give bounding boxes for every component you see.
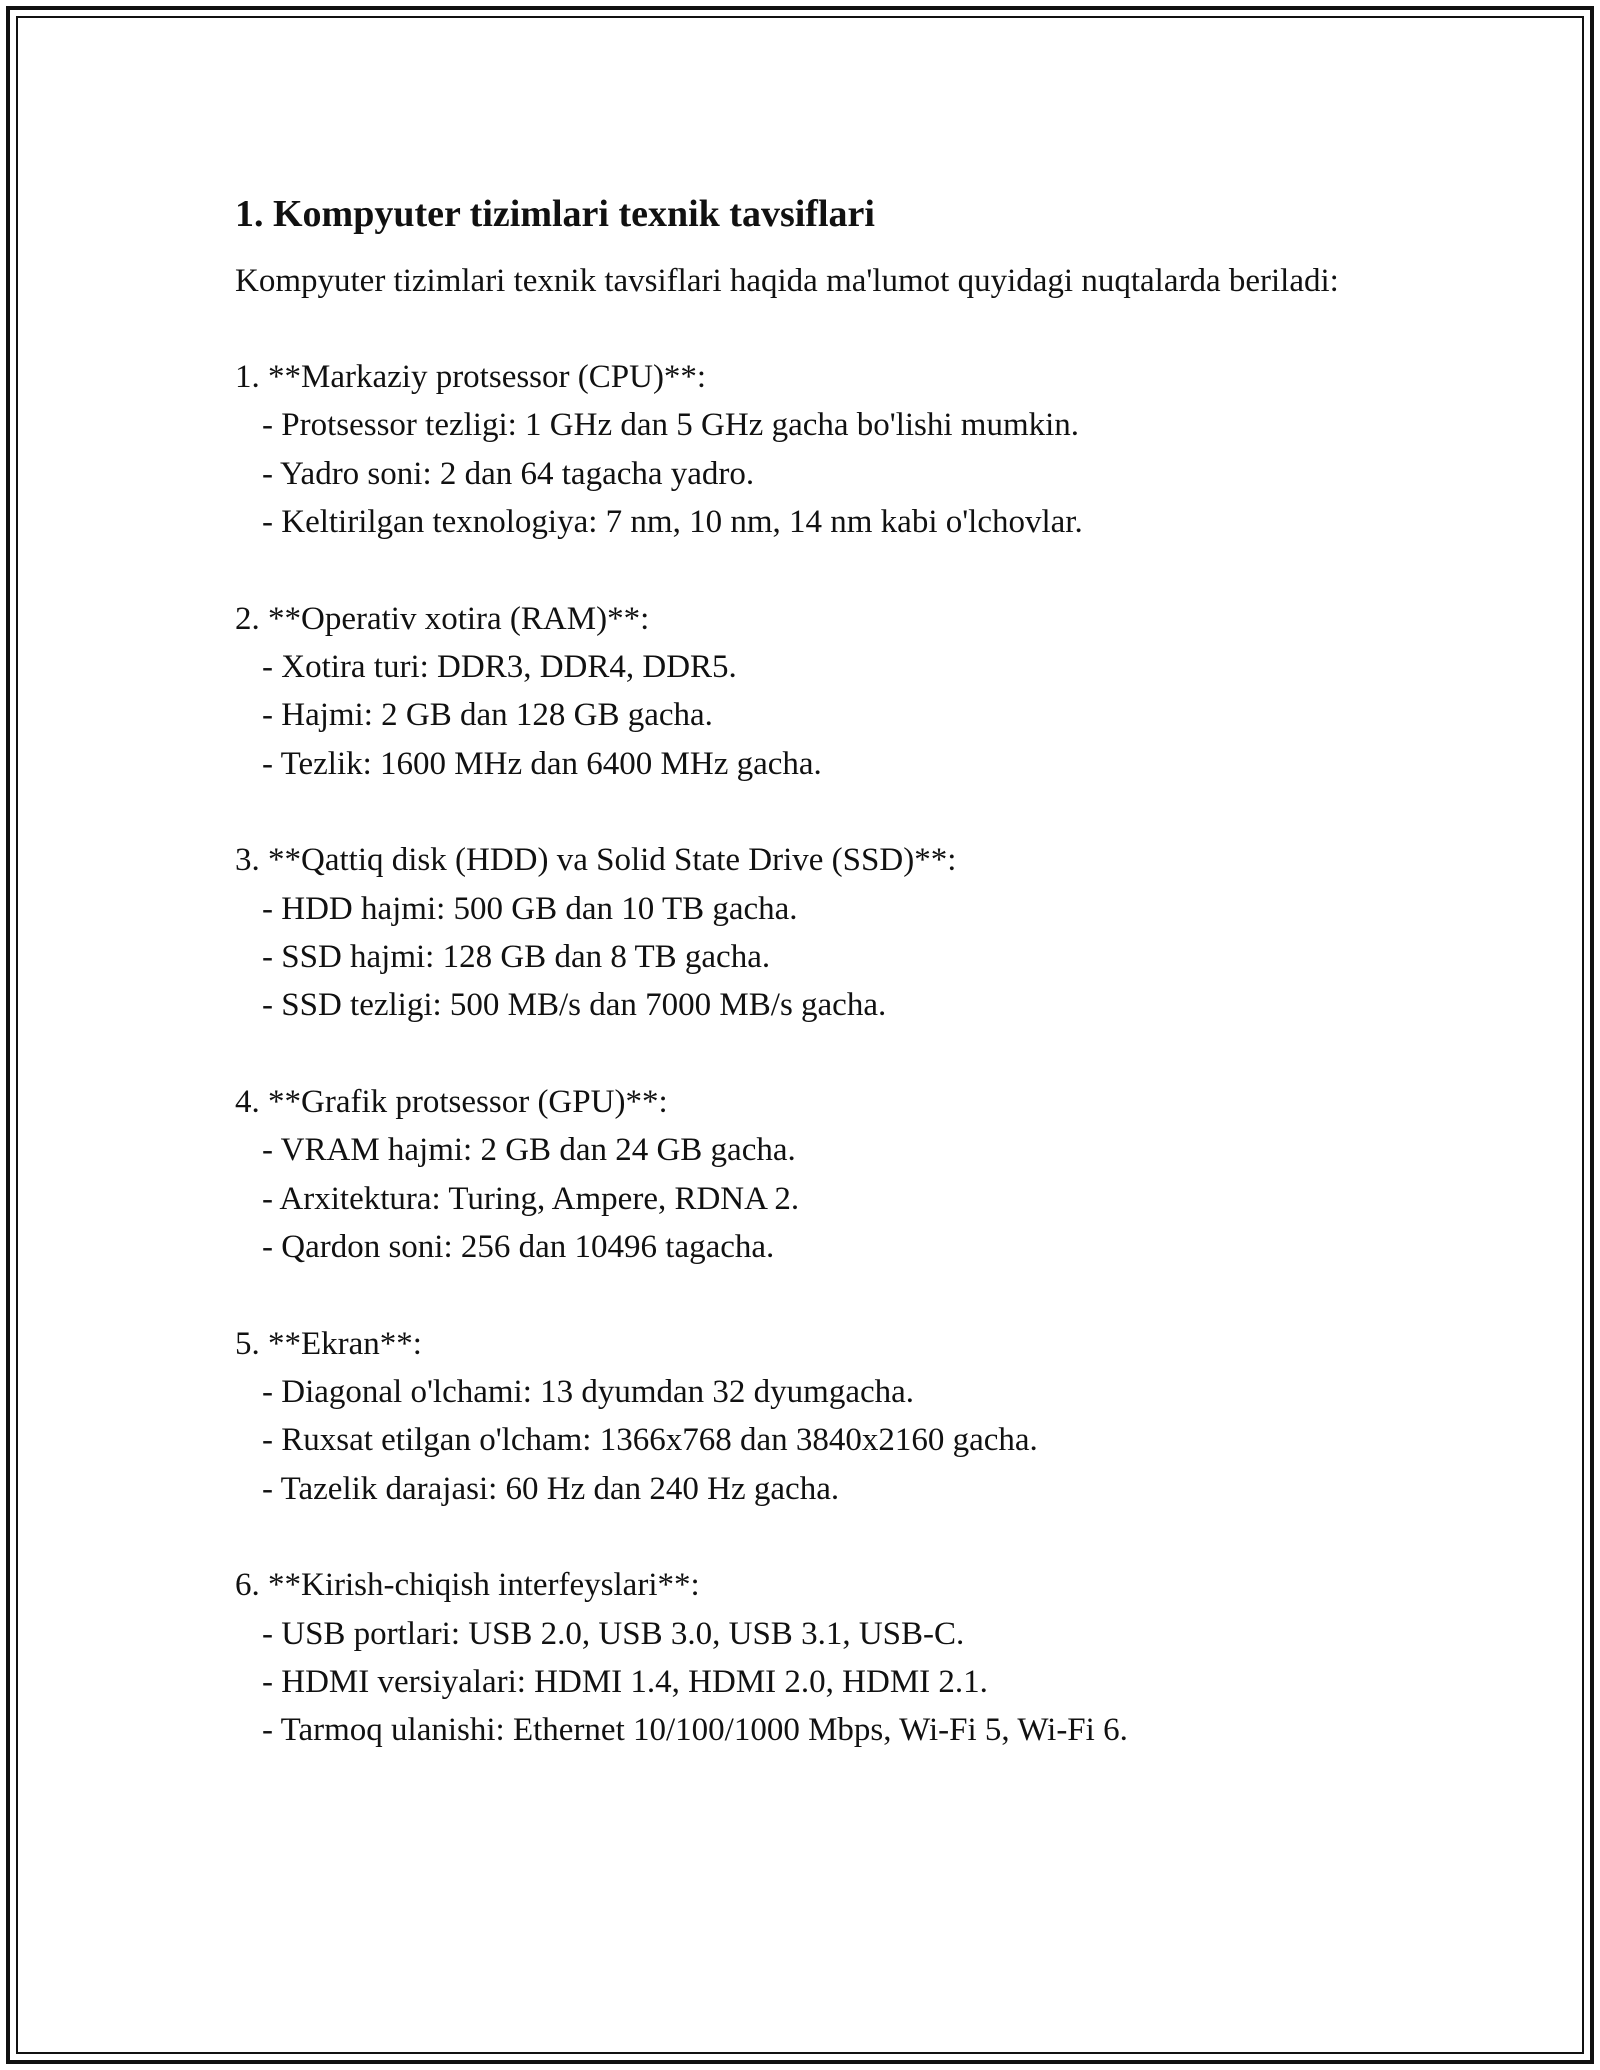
section-heading: 2. **Operativ xotira (RAM)**: xyxy=(235,600,650,637)
list-item: - SSD hajmi: 128 GB dan 8 TB gacha. xyxy=(262,939,771,976)
list-item: - Ruxsat etilgan o'lcham: 1366x768 dan 3840x2160 gacha. xyxy=(262,1422,1038,1459)
list-item: - Hajmi: 2 GB dan 128 GB gacha. xyxy=(262,697,713,734)
section-cpu xyxy=(235,353,1415,547)
list-item: - HDMI versiyalari: HDMI 1.4, HDMI 2.0, HDMI 2.1. xyxy=(262,1663,988,1700)
section-storage xyxy=(235,836,1415,1030)
list-item: - Tezlik: 1600 MHz dan 6400 MHz gacha. xyxy=(262,745,822,782)
section-io-interfaces xyxy=(235,1561,1415,1755)
section-ram xyxy=(235,595,1415,789)
list-item: - SSD tezligi: 500 MB/s dan 7000 MB/s gacha. xyxy=(262,987,887,1024)
section-heading: 3. **Qattiq disk (HDD) va Solid State Drive (SSD)**: xyxy=(235,842,957,879)
section-heading: 6. **Kirish-chiqish interfeyslari**: xyxy=(235,1567,700,1604)
section-display xyxy=(235,1320,1415,1514)
list-item: - Tarmoq ulanishi: Ethernet 10/100/1000 Mbps, Wi-Fi 5, Wi-Fi 6. xyxy=(262,1712,1128,1749)
page-title: 1. Kompyuter tizimlari texnik tavsiflari xyxy=(235,193,875,235)
list-item: - USB portlari: USB 2.0, USB 3.0, USB 3.1, USB-C. xyxy=(262,1615,965,1652)
document-body xyxy=(235,185,1415,1755)
list-item: - Diagonal o'lchami: 13 dyumdan 32 dyumgacha. xyxy=(262,1373,915,1410)
list-item: - Protsessor tezligi: 1 GHz dan 5 GHz gacha bo'lishi mumkin. xyxy=(262,407,1080,444)
section-heading: 5. **Ekran**: xyxy=(235,1325,422,1362)
list-item: - HDD hajmi: 500 GB dan 10 TB gacha. xyxy=(262,890,798,927)
list-item: - Qardon soni: 256 dan 10496 tagacha. xyxy=(262,1229,775,1266)
list-item: - Tazelik darajasi: 60 Hz dan 240 Hz gacha. xyxy=(262,1470,840,1507)
section-heading: 4. **Grafik protsessor (GPU)**: xyxy=(235,1083,668,1120)
list-item: - Arxitektura: Turing, Ampere, RDNA 2. xyxy=(262,1180,800,1217)
intro-paragraph: Kompyuter tizimlari texnik tavsiflari haqida ma'lumot quyidagi nuqtalarda beriladi: xyxy=(235,263,1339,299)
section-gpu xyxy=(235,1078,1415,1272)
list-item: - Keltirilgan texnologiya: 7 nm, 10 nm, 14 nm kabi o'lchovlar. xyxy=(262,504,1083,541)
list-item: - Yadro soni: 2 dan 64 tagacha yadro. xyxy=(262,455,755,492)
list-item: - Xotira turi: DDR3, DDR4, DDR5. xyxy=(262,649,737,686)
list-item: - VRAM hajmi: 2 GB dan 24 GB gacha. xyxy=(262,1132,796,1169)
section-heading: 1. **Markaziy protsessor (CPU)**: xyxy=(235,359,707,395)
